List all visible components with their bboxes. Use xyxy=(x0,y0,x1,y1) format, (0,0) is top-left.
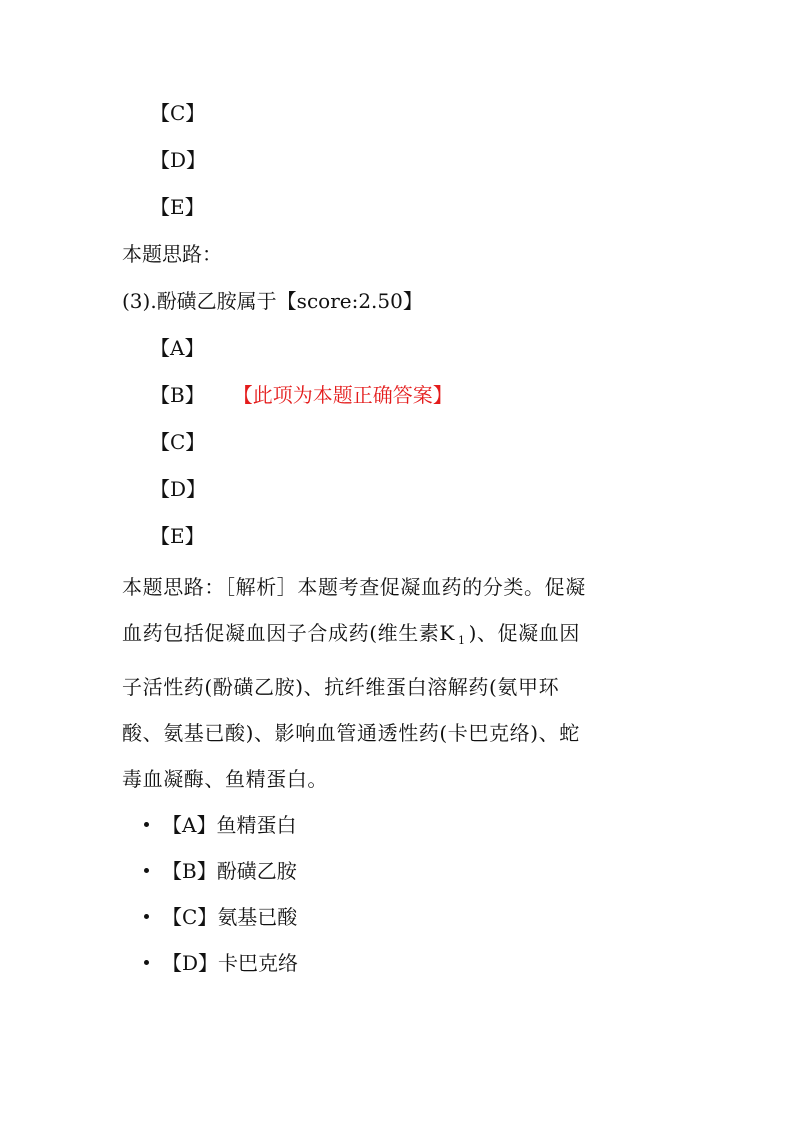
correct-answer-marker: 【此项为本题正确答案】 xyxy=(242,383,453,407)
choice-text: 酚磺乙胺 xyxy=(216,859,297,883)
choice-text: 卡巴克络 xyxy=(218,951,299,975)
list-item xyxy=(140,948,298,994)
choice-key: 【C】 xyxy=(162,905,218,929)
analysis-paragraph xyxy=(122,564,662,802)
list-item xyxy=(140,902,298,948)
option-b-row xyxy=(150,380,453,410)
option-e: 【E】 xyxy=(150,524,205,548)
analysis-line-2-b: )、促凝血因 xyxy=(468,621,580,645)
analysis-line-4: 酸、氨基已酸)、影响血管通透性药(卡巴克络)、蛇 xyxy=(122,721,580,745)
analysis-line-2-a: 血药包括促凝血因子合成药(维生素K xyxy=(122,621,455,645)
bullet-icon xyxy=(144,868,149,873)
choice-key: 【D】 xyxy=(162,951,219,975)
bullet-icon xyxy=(144,960,149,965)
question-stem: (3).酚磺乙胺属于【score:2.50】 xyxy=(122,289,423,313)
analysis-line-1: 本题思路：［解析］本题考查促凝血药的分类。促凝 xyxy=(122,575,586,599)
analysis-line-3: 子活性药(酚磺乙胺)、抗纤维蛋白溶解药(氨甲环 xyxy=(122,675,560,699)
choice-text: 氨基已酸 xyxy=(217,905,298,929)
option-d: 【D】 xyxy=(150,477,207,501)
analysis-label-prev: 本题思路： xyxy=(122,242,222,266)
bullet-icon xyxy=(144,914,149,919)
choice-list xyxy=(140,810,298,994)
bullet-icon xyxy=(144,822,149,827)
option-d-prev: 【D】 xyxy=(150,148,207,172)
choice-key: 【B】 xyxy=(162,859,217,883)
analysis-line-2 xyxy=(122,610,662,664)
list-item xyxy=(140,856,298,902)
choice-text: 鱼精蛋白 xyxy=(216,813,297,837)
analysis-line-5: 毒血凝酶、鱼精蛋白。 xyxy=(122,767,328,791)
list-item xyxy=(140,810,298,856)
option-e-prev: 【E】 xyxy=(150,195,205,219)
vitamin-k-subscript: 1 xyxy=(457,634,466,647)
choice-key: 【A】 xyxy=(162,813,217,837)
option-b: 【B】 xyxy=(150,383,205,407)
option-c-prev: 【C】 xyxy=(150,101,206,125)
option-a: 【A】 xyxy=(150,336,205,360)
option-c: 【C】 xyxy=(150,430,206,454)
